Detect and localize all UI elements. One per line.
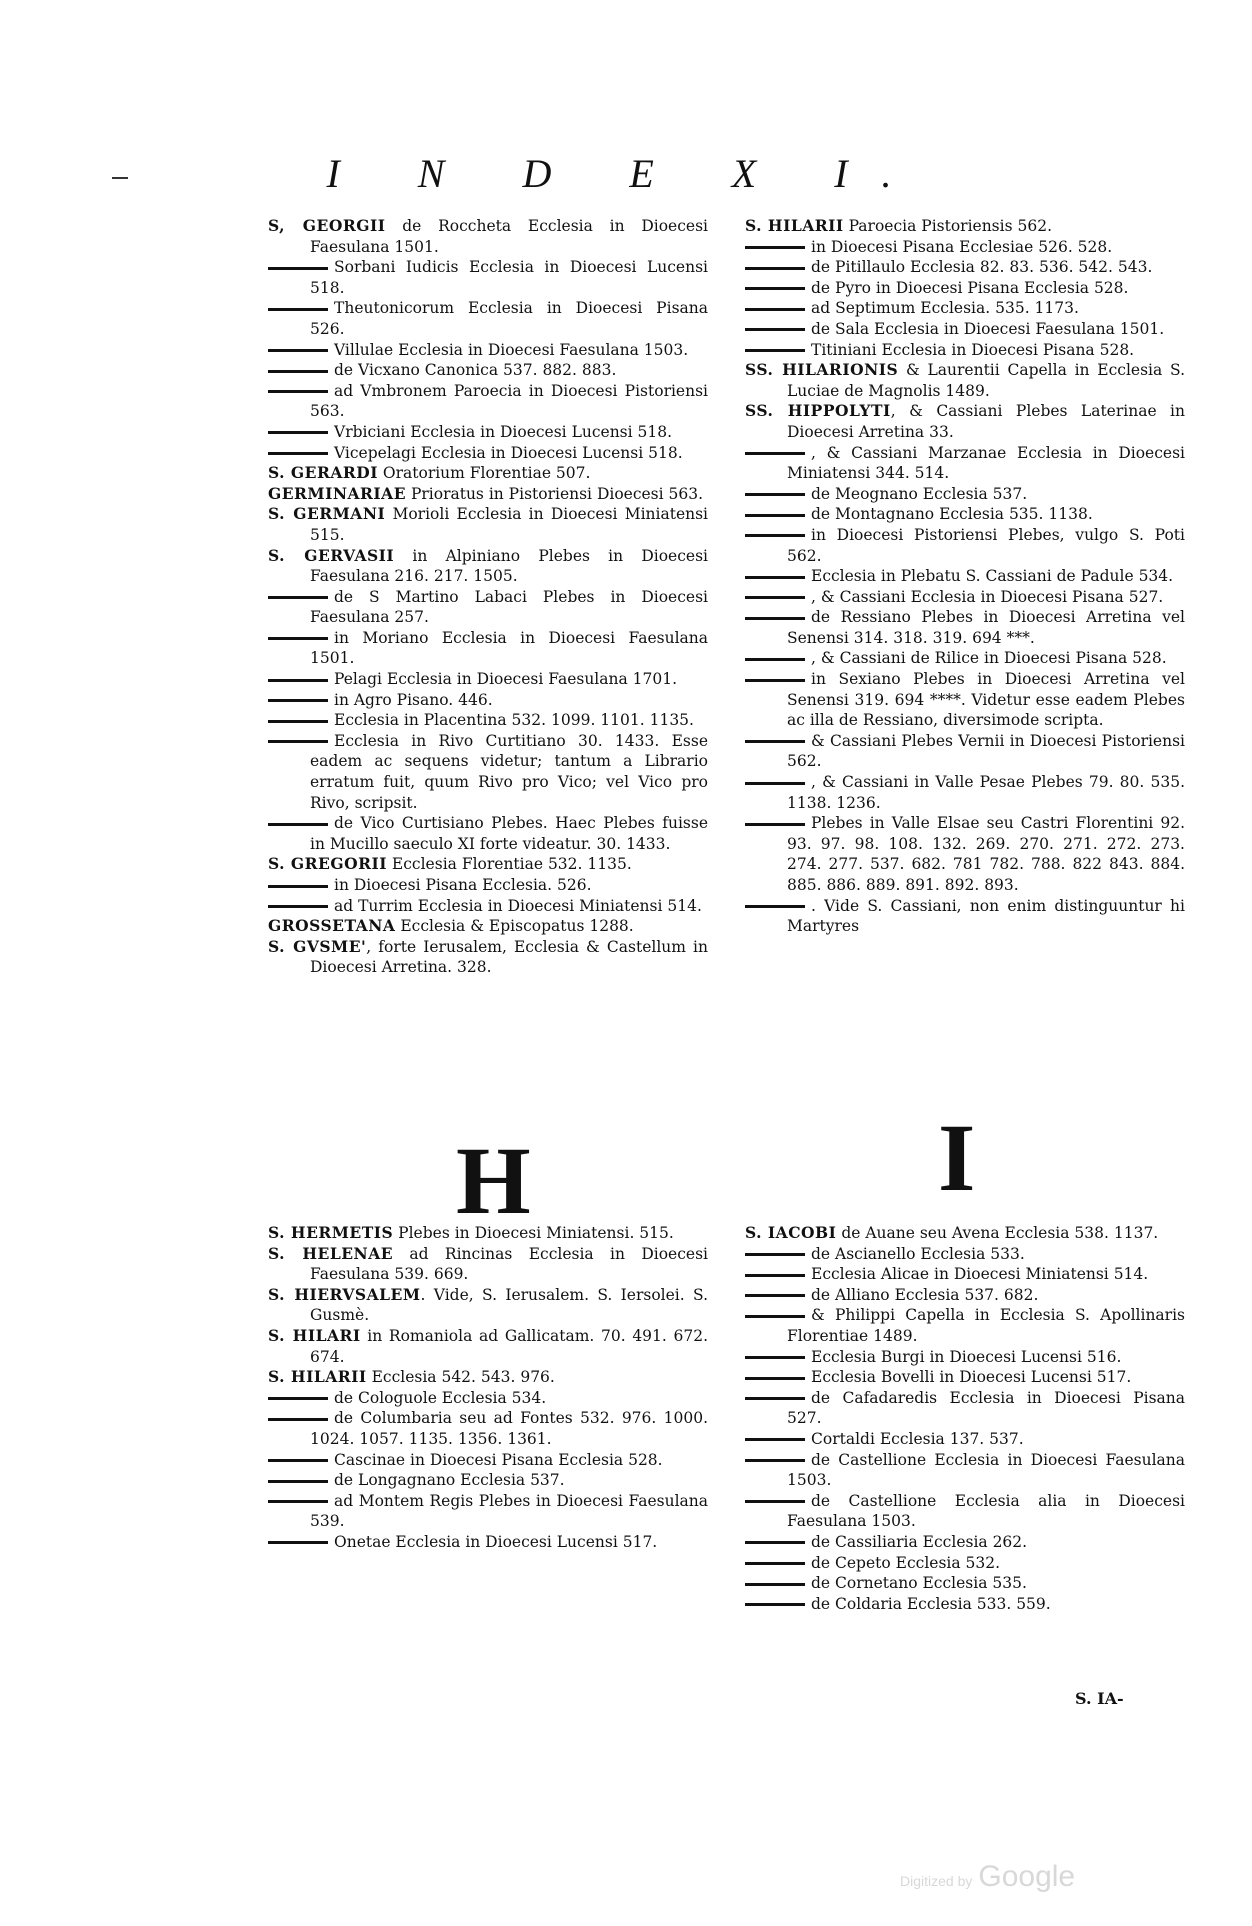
entry-text: de Coldaria Ecclesia 533. 559.	[811, 1594, 1051, 1613]
ditto-dash	[745, 1294, 805, 1297]
index-entry	[745, 319, 1185, 340]
index-entry	[268, 937, 708, 978]
entry-text: de Cornetano Ecclesia 535.	[811, 1574, 1027, 1593]
ditto-dash	[268, 699, 328, 702]
index-entry	[745, 1594, 1185, 1615]
ditto-dash	[745, 679, 805, 682]
entry-text: in Dioecesi Pisana Ecclesia. 526.	[334, 876, 592, 894]
ditto-dash	[268, 740, 328, 743]
entry-text: ad Septimum Ecclesia. 535. 1173.	[811, 299, 1079, 318]
index-entry	[745, 772, 1185, 813]
entry-heading: S. HILARII	[268, 1367, 367, 1387]
ditto-dash	[268, 1500, 328, 1503]
index-entry	[268, 916, 708, 937]
ditto-dash	[745, 267, 805, 270]
index-entry	[745, 298, 1185, 319]
entry-text: de Cepeto Ecclesia 532.	[811, 1553, 1001, 1572]
index-entry	[745, 216, 1185, 237]
entry-text: & Cassiani Plebes Vernii in Dioecesi Pistoriensi 562.	[787, 731, 1185, 771]
ditto-dash	[745, 576, 805, 579]
ditto-dash	[268, 431, 328, 434]
entry-heading: S. HILARII	[745, 216, 844, 235]
ditto-dash	[268, 679, 328, 682]
index-entry	[745, 1264, 1185, 1285]
ditto-dash	[268, 349, 328, 352]
index-entry	[268, 1326, 708, 1367]
entry-text: ad Montem Regis Plebes in Dioecesi Faesulana 539.	[310, 1491, 708, 1531]
entry-text: Vicepelagi Ecclesia in Dioecesi Lucensi 518.	[334, 443, 683, 462]
ditto-dash	[745, 349, 805, 352]
index-entry	[268, 854, 708, 875]
entry-heading: S. GVSME'	[268, 936, 367, 956]
entry-text: & Laurentii Capella in Ecclesia S. Luciae de Magnolis 1489.	[787, 361, 1185, 400]
entry-heading: S. GERVASII	[268, 545, 395, 565]
index-entry	[745, 401, 1185, 442]
entry-text: Ecclesia Bovelli in Dioecesi Lucensi 517.	[811, 1368, 1132, 1387]
entry-text: in Dioecesi Pisana Ecclesiae 526. 528.	[811, 237, 1113, 256]
ditto-dash	[268, 452, 328, 455]
index-entry	[745, 1223, 1185, 1244]
index-entry	[268, 896, 708, 917]
index-entry	[745, 360, 1185, 401]
entry-text: Paroecia Pistoriensis 562.	[843, 217, 1052, 235]
right-column-bottom	[745, 1223, 1185, 1614]
index-entry	[745, 587, 1185, 608]
ditto-dash	[268, 1397, 328, 1400]
entry-text: Villulae Ecclesia in Dioecesi Faesulana 1503.	[334, 340, 689, 359]
ditto-dash	[745, 1253, 805, 1256]
index-entry	[268, 669, 708, 690]
ditto-dash	[745, 328, 805, 331]
index-entry	[268, 1470, 708, 1491]
entry-text: Ecclesia Florentiae 532. 1135.	[387, 855, 632, 874]
index-entry	[268, 340, 708, 361]
index-entry	[268, 381, 708, 422]
entry-heading: S, GEORGII	[268, 216, 386, 235]
entry-text: , & Cassiani in Valle Pesae Plebes 79. 80. 535. 1138. 1236.	[787, 773, 1185, 812]
index-entry	[268, 710, 708, 731]
entry-text: in Sexiano Plebes in Dioecesi Arretina vel Senensi 319. 694 ****. Videtur esse eadem Plebes ac illa de Ressiano, diversimode scripta.	[787, 670, 1185, 730]
ditto-dash	[745, 534, 805, 537]
index-entry	[268, 1285, 708, 1326]
index-entry	[745, 525, 1185, 566]
entry-text: de Columbaria seu ad Fontes 532. 976. 1000. 1024. 1057. 1135. 1356. 1361.	[310, 1409, 708, 1448]
ditto-dash	[745, 740, 805, 743]
entry-text: de Cologuole Ecclesia 534.	[334, 1388, 547, 1407]
ditto-dash	[745, 1459, 805, 1462]
index-entry	[745, 1429, 1185, 1450]
entry-text: Cascinae in Dioecesi Pisana Ecclesia 528.	[334, 1450, 663, 1469]
entry-heading: SS. HILARIONIS	[745, 360, 899, 380]
index-entry	[268, 731, 708, 813]
index-entry	[268, 1388, 708, 1409]
ditto-dash	[268, 1459, 328, 1462]
digitized-watermark	[900, 1860, 1075, 1894]
entry-heading: S. GERARDI	[268, 463, 378, 483]
entry-text: Morioli Ecclesia in Dioecesi Miniatensi 515.	[310, 505, 709, 544]
entry-heading: S. IACOBI	[745, 1223, 837, 1242]
catchword: S. IA-	[1075, 1689, 1124, 1708]
index-entry	[268, 257, 708, 298]
watermark-prefix: Digitized by	[900, 1873, 973, 1889]
entry-text: de Sala Ecclesia in Dioecesi Faesulana 1501.	[811, 319, 1165, 338]
index-entry	[268, 1244, 708, 1285]
entry-text: de Cassiliaria Ecclesia 262.	[811, 1532, 1028, 1551]
index-entry	[268, 504, 708, 545]
entry-text: Plebes in Valle Elsae seu Castri Florentini 92. 93. 97. 98. 108. 132. 269. 270. 271. 272. 273. 274. 277. 537. 682. 781 782. 788. 822 843. 884. 885. 886. 889. 891. 892. 893.	[787, 814, 1185, 894]
entry-heading: S. HIERVSALEM	[268, 1284, 421, 1304]
entry-text: de Ascianello Ecclesia 533.	[811, 1244, 1025, 1263]
ditto-dash	[745, 1562, 805, 1565]
index-entry	[268, 690, 708, 711]
entry-text: Onetae Ecclesia in Dioecesi Lucensi 517.	[334, 1532, 658, 1551]
entry-text: de Castellione Ecclesia alia in Dioecesi Faesulana 1503.	[787, 1491, 1185, 1531]
ditto-dash	[745, 1397, 805, 1400]
index-entry	[745, 648, 1185, 669]
entry-text: in Moriano Ecclesia in Dioecesi Faesulana 1501.	[310, 628, 708, 668]
entry-heading: SS. HIPPOLYTI	[745, 401, 891, 421]
index-entry	[268, 1408, 708, 1449]
index-entry	[268, 546, 708, 587]
page-title: I N D E X I.	[326, 151, 926, 196]
index-entry	[745, 504, 1185, 525]
entry-text: Ecclesia in Placentina 532. 1099. 1101. 1135.	[334, 711, 694, 730]
entry-text: de Pitillaulo Ecclesia 82. 83. 536. 542. 543.	[811, 258, 1153, 277]
ditto-dash	[745, 617, 805, 620]
ditto-dash	[745, 308, 805, 311]
entry-text: Oratorium Florentiae 507.	[377, 464, 591, 483]
index-entry	[745, 278, 1185, 299]
index-entry	[745, 443, 1185, 484]
index-entry	[268, 1532, 708, 1553]
entry-heading: S. GREGORII	[268, 854, 387, 874]
index-entry	[745, 1367, 1185, 1388]
entry-text: Sorbani Iudicis Ecclesia in Dioecesi Lucensi 518.	[310, 258, 708, 297]
entry-text: & Philippi Capella in Ecclesia S. Apollinaris Florentiae 1489.	[787, 1306, 1185, 1345]
entry-heading: S. HERMETIS	[268, 1223, 394, 1242]
entry-text: in Agro Pisano. 446.	[334, 690, 493, 709]
ditto-dash	[268, 1480, 328, 1483]
ditto-dash	[745, 1356, 805, 1359]
ditto-dash	[745, 1274, 805, 1277]
ditto-dash	[745, 287, 805, 290]
entry-text: de Auane seu Avena Ecclesia 538. 1137.	[836, 1224, 1159, 1242]
index-entry	[268, 298, 708, 339]
ditto-dash	[268, 823, 328, 826]
ditto-dash	[745, 514, 805, 517]
index-entry	[745, 1388, 1185, 1429]
left-column-top	[268, 216, 708, 978]
index-entry	[268, 463, 708, 484]
index-entry	[268, 628, 708, 669]
ditto-dash	[745, 1315, 805, 1318]
ditto-dash	[745, 246, 805, 249]
entry-text: , & Cassiani Marzanae Ecclesia in Dioecesi Miniatensi 344. 514.	[787, 443, 1185, 483]
ditto-dash	[745, 452, 805, 455]
entry-text: , & Cassiani Plebes Laterinae in Dioecesi Arretina 33.	[787, 402, 1185, 441]
index-entry	[745, 340, 1185, 361]
index-entry	[745, 1347, 1185, 1368]
entry-text: Prioratus in Pistoriensi Dioecesi 563.	[406, 484, 704, 503]
index-entry	[745, 1532, 1185, 1553]
entry-text: Cortaldi Ecclesia 137. 537.	[811, 1429, 1024, 1448]
entry-text: Plebes in Dioecesi Miniatensi. 515.	[393, 1224, 674, 1242]
entry-heading: GERMINARIAE	[268, 483, 407, 503]
index-entry	[745, 731, 1185, 772]
index-entry	[268, 422, 708, 443]
entry-text: Ecclesia & Episcopatus 1288.	[395, 917, 634, 936]
index-entry	[268, 216, 708, 257]
index-entry	[745, 237, 1185, 258]
index-entry	[268, 1367, 708, 1388]
entry-heading: S. GERMANI	[268, 504, 386, 524]
entry-text: Pelagi Ecclesia in Dioecesi Faesulana 1701.	[334, 670, 678, 689]
index-entry	[745, 1244, 1185, 1265]
entry-heading: S. HELENAE	[268, 1243, 394, 1263]
ditto-dash	[268, 1418, 328, 1421]
index-entry	[745, 813, 1185, 895]
entry-text: Ecclesia in Rivo Curtitiano 30. 1433. Esse eadem ac sequens videtur; tantum a Librario erratum fuit, quum Rivo pro Vico; vel Vico pro Rivo, scripsit.	[310, 731, 708, 812]
ditto-dash	[745, 1377, 805, 1380]
section-letter-h: H	[456, 1127, 531, 1234]
entry-text: de Vicxano Canonica 537. 882. 883.	[334, 361, 617, 380]
watermark-brand: Google	[978, 1860, 1076, 1893]
ditto-dash	[745, 782, 805, 785]
entry-text: . Vide S. Cassiani, non enim distinguuntur hi Martyres	[787, 896, 1185, 936]
entry-text: de Vico Curtisiano Plebes. Haec Plebes fuisse in Mucillo saeculo XI forte videatur. 30. 1433.	[310, 814, 708, 853]
ditto-dash	[745, 596, 805, 599]
ditto-dash	[268, 390, 328, 393]
entry-text: de Longagnano Ecclesia 537.	[334, 1471, 565, 1490]
ditto-dash	[745, 1438, 805, 1441]
entry-text: Theutonicorum Ecclesia in Dioecesi Pisana 526.	[310, 299, 708, 338]
entry-text: Titiniani Ecclesia in Dioecesi Pisana 528.	[811, 340, 1135, 359]
entry-text: de Montagnano Ecclesia 535. 1138.	[811, 505, 1093, 524]
index-entry	[745, 257, 1185, 278]
entry-text: de S Martino Labaci Plebes in Dioecesi Faesulana 257.	[310, 587, 708, 627]
index-entry	[268, 875, 708, 896]
ditto-dash	[268, 596, 328, 599]
index-entry	[745, 607, 1185, 648]
entry-text: de Cafadaredis Ecclesia in Dioecesi Pisana 527.	[787, 1388, 1185, 1428]
index-entry	[745, 669, 1185, 731]
index-entry	[268, 813, 708, 854]
index-entry	[268, 1450, 708, 1471]
entry-text: ad Vmbronem Paroecia in Dioecesi Pistoriensi 563.	[310, 381, 708, 421]
index-entry	[745, 1491, 1185, 1532]
ditto-dash	[745, 1583, 805, 1586]
entry-heading: GROSSETANA	[268, 916, 396, 936]
ditto-dash	[268, 637, 328, 640]
index-entry	[268, 1491, 708, 1532]
entry-text: de Roccheta Ecclesia in Dioecesi Faesulana 1501.	[310, 217, 708, 256]
entry-text: de Pyro in Dioecesi Pisana Ecclesia 528.	[811, 278, 1129, 297]
entry-text: Ecclesia in Plebatu S. Cassiani de Padule 534.	[811, 567, 1174, 586]
index-entry	[745, 1573, 1185, 1594]
entry-text: ad Turrim Ecclesia in Dioecesi Miniatensi 514.	[334, 896, 702, 915]
ditto-dash	[268, 885, 328, 888]
entry-text: in Alpiniano Plebes in Dioecesi Faesulana 216. 217. 1505.	[310, 546, 708, 586]
index-entry	[745, 566, 1185, 587]
right-column-top	[745, 216, 1185, 937]
index-entry	[745, 484, 1185, 505]
ditto-dash	[268, 267, 328, 270]
section-letter-i: I	[938, 1104, 976, 1211]
entry-text: ad Rincinas Ecclesia in Dioecesi Faesulana 539. 669.	[310, 1244, 708, 1284]
entry-text: de Alliano Ecclesia 537. 682.	[811, 1285, 1039, 1304]
entry-text: . Vide, S. Ierusalem. S. Iersolei. S. Gusmè.	[310, 1285, 709, 1325]
index-entry	[268, 443, 708, 464]
ditto-dash	[268, 308, 328, 311]
left-column-bottom	[268, 1223, 708, 1553]
index-entry	[745, 1450, 1185, 1491]
entry-text: de Castellione Ecclesia in Dioecesi Faesulana 1503.	[787, 1450, 1185, 1490]
entry-text: Ecclesia Burgi in Dioecesi Lucensi 516.	[811, 1347, 1122, 1366]
entry-text: de Meognano Ecclesia 537.	[811, 484, 1028, 503]
ditto-dash	[268, 720, 328, 723]
index-entry	[745, 1305, 1185, 1346]
entry-text: de Ressiano Plebes in Dioecesi Arretina vel Senensi 314. 318. 319. 694 ***.	[787, 608, 1185, 647]
entry-text: , & Cassiani de Rilice in Dioecesi Pisana 528.	[811, 649, 1167, 668]
entry-text: Ecclesia Alicae in Dioecesi Miniatensi 514.	[811, 1265, 1149, 1284]
index-entry	[268, 360, 708, 381]
index-entry	[745, 1553, 1185, 1574]
ditto-dash	[268, 905, 328, 908]
ditto-dash	[745, 905, 805, 908]
entry-text: Vrbiciani Ecclesia in Dioecesi Lucensi 518.	[334, 422, 673, 441]
ditto-dash	[745, 823, 805, 826]
entry-text: , & Cassiani Ecclesia in Dioecesi Pisana 527.	[811, 587, 1164, 606]
ditto-dash	[268, 1541, 328, 1544]
index-entry	[745, 1285, 1185, 1306]
ditto-dash	[268, 370, 328, 373]
ditto-dash	[745, 1541, 805, 1544]
ditto-dash	[745, 1500, 805, 1503]
ditto-dash	[745, 658, 805, 661]
entry-text: in Dioecesi Pistoriensi Plebes, vulgo S. Poti 562.	[787, 525, 1185, 565]
entry-text: , forte Ierusalem, Ecclesia & Castellum in Dioecesi Arretina. 328.	[310, 937, 708, 977]
entry-heading: S. HILARI	[268, 1325, 361, 1345]
entry-text: in Romaniola ad Gallicatam. 70. 491. 672. 674.	[310, 1326, 709, 1366]
index-entry	[268, 484, 708, 505]
entry-text: Ecclesia 542. 543. 976.	[366, 1368, 555, 1387]
ditto-dash	[745, 1603, 805, 1606]
index-entry	[268, 587, 708, 628]
ditto-dash	[745, 493, 805, 496]
index-entry	[745, 896, 1185, 937]
index-entry	[268, 1223, 708, 1244]
